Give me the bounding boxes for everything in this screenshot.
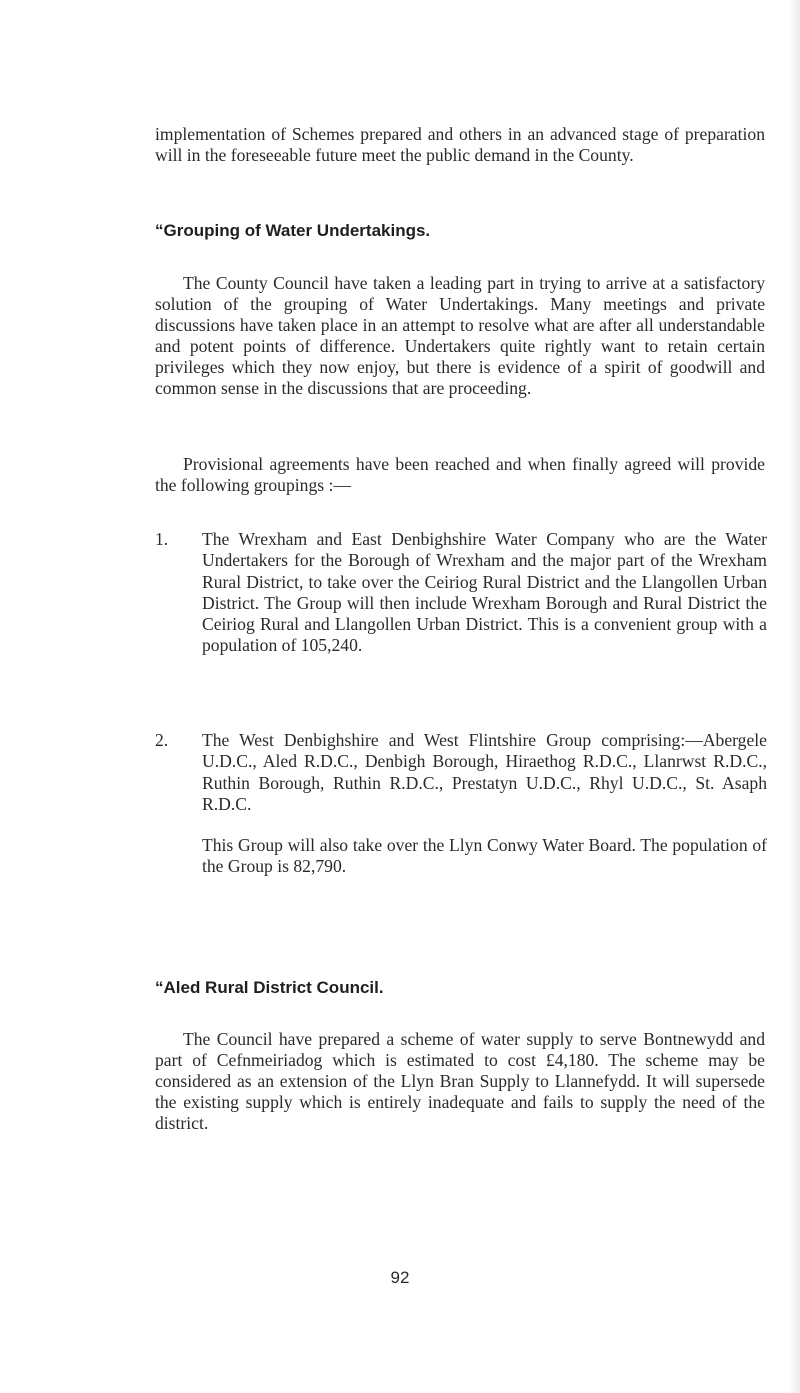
grouping-list-item-2 xyxy=(155,730,767,878)
list-item-number: 2. xyxy=(155,730,169,750)
aled-paragraph: The Council have prepared a scheme of water supply to serve Bontnewydd and part of Cefnmeiriadog which is estimated to cost £4,180. The scheme may be considered as an extension of the Llyn Bran Supply to Llannefydd. It will supersede the existing supply which is entirely inadequate and fails to supply the need of the district. xyxy=(155,1029,765,1133)
grouping-list-item-1 xyxy=(155,529,767,657)
list-item-number: 1. xyxy=(155,529,169,549)
page-number: 92 xyxy=(390,1268,410,1287)
list-item-text: The Wrexham and East Denbighshire Water Company who are the Water Undertakers for the Borough of Wrexham and the major part of the Wrexham Rural District, to take over the Ceiriog Rural District and the Llangollen Urban District. The Group will then include Wrexham Borough and Rural District the Ceiriog Rural and Llangollen Urban District. This is a convenient group with a population of 105,240. xyxy=(202,529,767,656)
list-item-subtext: This Group will also take over the Llyn Conwy Water Board. The population of the Group is 82,790. xyxy=(202,835,767,877)
grouping-paragraph-1: The County Council have taken a leading part in trying to arrive at a satisfactory solution of the grouping of Water Undertakings. Many meetings and private discussions have taken place in an attempt to resolve what are after all understandable and potent points of difference. Undertakers quite rightly want to retain certain privileges which they now enjoy, but there is evidence of a spirit of goodwill and common sense in the discussions that are proceeding. xyxy=(155,273,765,398)
page-edge-shadow xyxy=(788,0,800,1393)
grouping-heading: “Grouping of Water Undertakings. xyxy=(155,221,431,240)
intro-paragraph: implementation of Schemes prepared and others in an advanced stage of preparation will in the foreseeable future meet the public demand in the County. xyxy=(155,124,765,165)
grouping-paragraph-2: Provisional agreements have been reached and when finally agreed will provide the following groupings :— xyxy=(155,454,765,495)
aled-heading: “Aled Rural District Council. xyxy=(155,978,384,997)
list-item-text: The West Denbighshire and West Flintshire Group comprising:—Abergele U.D.C., Aled R.D.C., Denbigh Borough, Hiraethog R.D.C., Llanrwst R.D.C., Ruthin Borough, Ruthin R.D.C., Prestatyn U.D.C., Rhyl U.D.C., St. Asaph R.D.C. xyxy=(202,730,767,814)
